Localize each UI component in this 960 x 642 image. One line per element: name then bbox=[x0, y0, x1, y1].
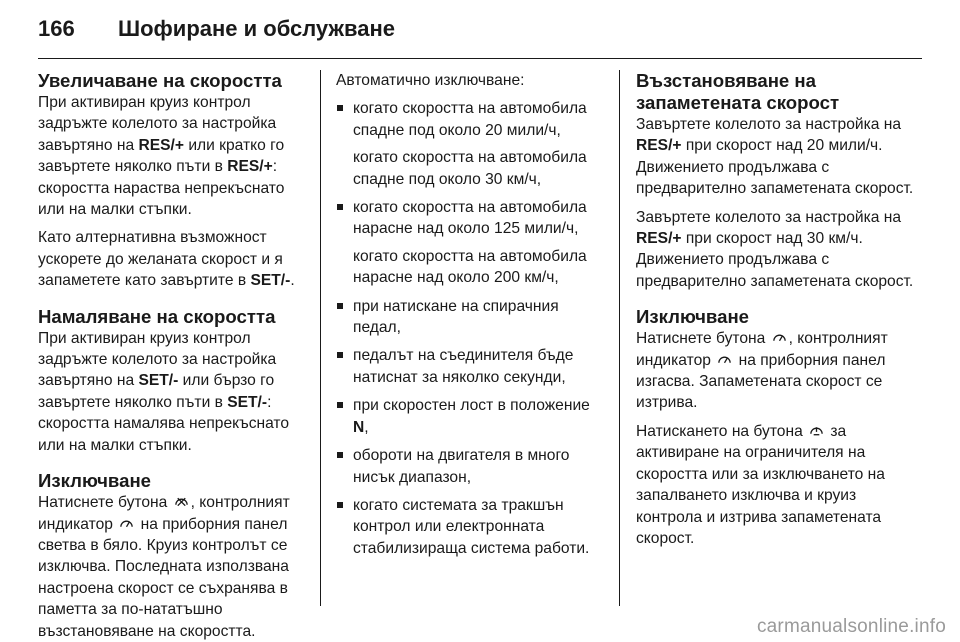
text: обороти на двигателя в много нисък диапазон, bbox=[353, 447, 570, 486]
text: или бързо го завъртете няколко пъти в bbox=[38, 372, 275, 411]
text: , bbox=[364, 418, 369, 436]
text: . bbox=[290, 272, 295, 290]
list-item bbox=[336, 345, 606, 388]
text: Завъртете колелото за настройка на bbox=[636, 208, 902, 226]
text: : скоростта намалява непрекъснато или на малки стъпки. bbox=[38, 393, 290, 454]
column-divider bbox=[619, 70, 620, 606]
text: При активиран круиз контрол задръжте колелото за настройка завъртяно на bbox=[38, 94, 277, 154]
list-item bbox=[336, 98, 606, 190]
text: когато скоростта на автомобила спадне под около 30 км/ч, bbox=[353, 149, 587, 188]
text: или кратко го завъртете няколко пъти в bbox=[38, 136, 285, 176]
column-divider bbox=[320, 70, 321, 606]
text: когато скоростта на автомобила спадне под около 20 мили/ч, bbox=[353, 100, 587, 139]
page-title: Шофиране и обслужване bbox=[118, 16, 396, 41]
text: когато скоростта на автомобила нарасне над около 200 км/ч, bbox=[353, 247, 587, 287]
button-label: SET/- bbox=[227, 393, 268, 411]
list-item bbox=[336, 296, 606, 339]
paragraph bbox=[636, 328, 926, 414]
button-label: RES/+ bbox=[636, 230, 682, 248]
text: на приборния панел изгасва. Запаметената скорост се изтрива. bbox=[636, 351, 886, 412]
column-left bbox=[38, 70, 306, 640]
page-number: 166 bbox=[38, 16, 75, 41]
text: Натиснете бутона bbox=[38, 494, 172, 512]
text: Натиснете бутона bbox=[636, 330, 770, 348]
button-label: RES/+ bbox=[227, 158, 273, 176]
text: При активиран круиз контрол задръжте колелото за настройка завъртяно на bbox=[38, 329, 277, 390]
text: Завъртете колелото за настройка на bbox=[636, 116, 902, 133]
paragraph bbox=[38, 492, 306, 642]
text: Като алтернативна възможност ускорете до желаната скорост и я запаметете като завъртите в bbox=[38, 229, 283, 290]
watermark: carmanualsonline.info bbox=[756, 616, 946, 637]
button-label: SET/- bbox=[250, 272, 291, 290]
list-item bbox=[336, 395, 606, 438]
cruise-cancel-icon bbox=[174, 495, 189, 508]
paragraph bbox=[38, 328, 306, 456]
paragraph bbox=[636, 421, 926, 549]
cruise-indicator-icon bbox=[772, 331, 787, 344]
cruise-indicator-icon bbox=[717, 353, 732, 366]
section-heading-deactivation: Изключване bbox=[38, 470, 152, 492]
text: на приборния панел светва в бяло. Круиз контролът се изключва. Последната използвана настроена скорост се съхранява в паметта за по-нататъшно възстановяване на скоростта. bbox=[38, 515, 289, 640]
section-heading-resume-speed: Възстановяване на запаметената скорост bbox=[636, 70, 840, 113]
text: Натискането на бутона bbox=[636, 422, 808, 440]
list-item bbox=[336, 445, 606, 488]
text: : скоростта нараства непрекъснато или на малки стъпки. bbox=[38, 158, 285, 219]
button-label: RES/+ bbox=[636, 137, 682, 155]
paragraph bbox=[636, 114, 926, 200]
gear-position-label: N bbox=[353, 418, 365, 436]
section-heading-decrease-speed: Намаляване на скоростта bbox=[38, 305, 276, 327]
text: при скоростен лост в положение bbox=[353, 397, 590, 415]
paragraph: Автоматично изключване: bbox=[336, 72, 525, 89]
list-item bbox=[336, 197, 606, 289]
paragraph bbox=[636, 207, 926, 293]
text: педалът на съединителя бъде натиснат за няколко секунди, bbox=[353, 347, 574, 386]
button-label: RES/+ bbox=[138, 136, 184, 154]
text: за активиране на ограничителя на скоростта или за изключването на запалването изключва и круиз контрола и изтрива запаметената скорост. bbox=[636, 422, 885, 547]
paragraph bbox=[38, 227, 306, 291]
auto-deactivation-list bbox=[336, 98, 606, 559]
section-heading-switch-off: Изключване bbox=[636, 306, 750, 328]
text: при натискане на спирачния педал, bbox=[353, 297, 559, 337]
paragraph bbox=[38, 92, 306, 220]
page-header bbox=[38, 14, 922, 59]
text: , контролният индикатор bbox=[38, 494, 290, 533]
text: при скорост над 20 мили/ч. Движението продължава с предварително запаметената скорост. bbox=[636, 137, 914, 198]
column-right bbox=[636, 70, 926, 610]
text: , контролният индикатор bbox=[636, 330, 888, 369]
text: когато скоростта на автомобила нарасне над около 125 мили/ч, bbox=[353, 199, 587, 238]
text: при скорост над 30 км/ч. Движението продължава с предварително запаметената скорост. bbox=[636, 230, 914, 290]
list-item bbox=[336, 495, 606, 559]
button-label: SET/- bbox=[138, 372, 179, 390]
text: когато системата за тракшън контрол или електронната стабилизираща система работи. bbox=[353, 496, 590, 557]
section-heading-increase-speed: Увеличаване на скоростта bbox=[38, 70, 282, 91]
column-middle bbox=[336, 70, 606, 610]
speed-limiter-icon bbox=[809, 424, 824, 437]
cruise-indicator-icon bbox=[119, 517, 134, 530]
